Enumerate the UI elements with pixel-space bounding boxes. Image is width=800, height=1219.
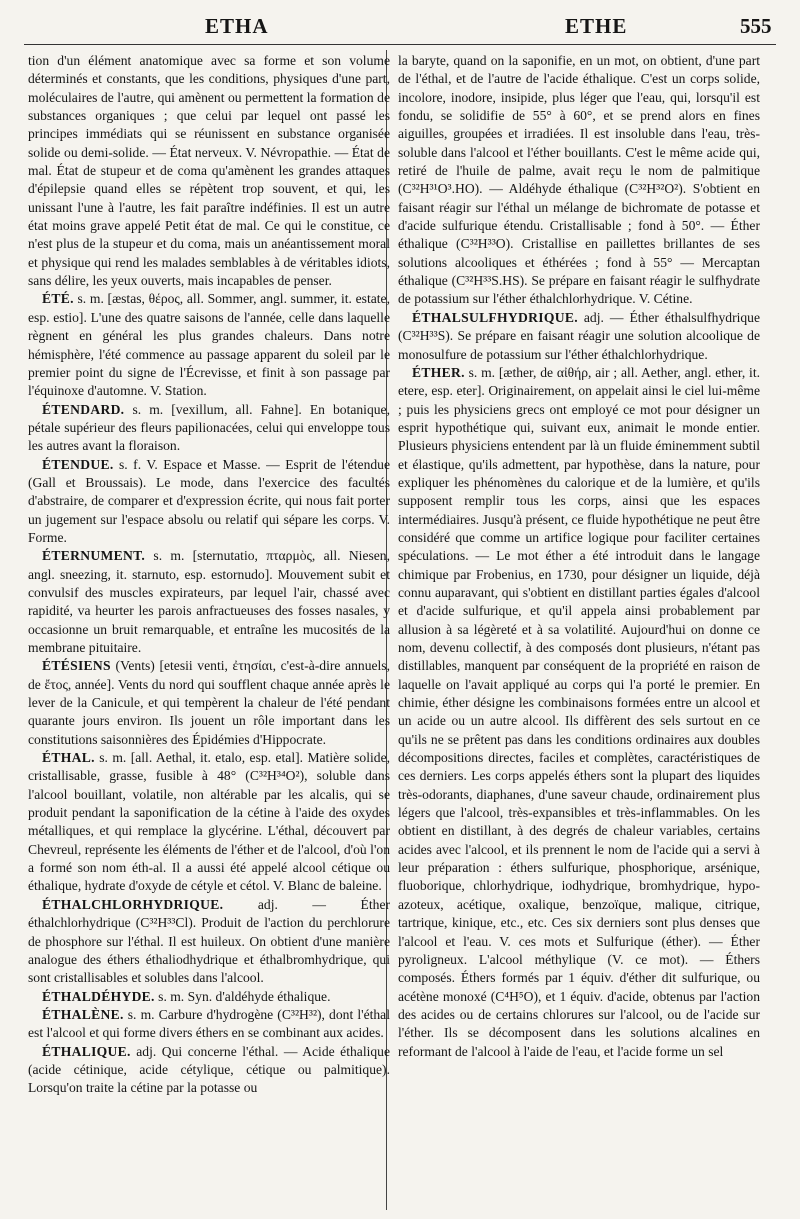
headword: ÉTÉ.	[42, 291, 74, 307]
entry-paragraph: ÉTÉ. s. m. [æstas, θέρος, all. Sommer, angl. summer, it. estate, esp. estio]. L'une des quatre saisons de l'année, celle dans laquelle règnent en général les plus grandes chaleurs. Dans notre hémisphère, l'été commence au passage apparent du soleil par le premier point du signe de l'Écrevisse, et finit à son passage par l'équinoxe d'automne. V. Station.	[28, 291, 390, 399]
entry-paragraph: ÉTHALCHLORHYDRIQUE. adj. — Éther éthalchlorhydrique (C³²H³³Cl). Produit de l'action du perchlorure de phosphore sur l'éthal. Il est huileux. On obtient d'une manière analogue des éthers éthaliodhydrique et éthalbromhydrique, qui sont cristallisables et solubles dans l'alcool.	[28, 896, 390, 986]
headword: ÉTENDARD.	[42, 401, 125, 417]
entry-paragraph: ÉTÉSIENS (Vents) [etesii venti, ἐτησίαι, c'est-à-dire annuels, de ἔτος, année]. Vents du nord qui soufflent chaque année après le lever de la Canicule, et qui tempèrent la chaleur de l'été pendant quarante jours environ. Ils jouent un rôle important dans les constitutions saisonnières des Épidémies d'Hippocrate.	[28, 658, 390, 747]
headword: ÉTHALCHLORHYDRIQUE.	[42, 896, 224, 912]
headword: ÉTHALÈNE.	[42, 1006, 124, 1022]
headword: ÉTERNUMENT.	[42, 548, 146, 564]
entry-paragraph: tion d'un élément anatomique avec sa forme et son volume déterminés et constants, que les conditions, physiques d'une part, moléculaires de l'autre, qui amènent ou permettent la formation de substances organiques ; que celui par lequel ont passé les principes immédiats qui se réunissent en substance organisée solide ou demi-solide. — État nerveux. V. Névropathie. — État de mal. État de stupeur et de coma qu'amènent les grandes attaques d'épilepsie quand elles se répètent trop souvent, et qui, les unissant l'une à l'autre, les fait paraître indéfinies. Il est un autre état moins grave appelé Petit état de mal. Ce qui le constitue, ce n'est plus de la stupeur et du coma, mais un anéantissement moral et physique qui rend les malades semblables à de véritables idiots, sans délire, les yeux ouverts, mais incapables de penser.	[28, 53, 390, 289]
header-right-word: ETHE	[565, 14, 628, 38]
entry-paragraph: ÉTENDARD. s. m. [vexillum, all. Fahne]. En botanique, pétale supérieur des fleurs papilionacées, celui qui enveloppe tous les autres avant la floraison.	[28, 401, 390, 454]
headword: ÉTHER.	[412, 364, 465, 380]
entry-paragraph: ÉTHAL. s. m. [all. Aethal, it. etalo, esp. etal]. Matière solide, cristallisable, grasse, fusible à 48° (C³²H³⁴O²), soluble dans l'alcool bouillant, volatile, non altérable par les alcalis, qui se produit pendant la saponification de la cétine à l'aide des oxydes métalliques, et qui remplace la glycérine. L'éthal, découvert par Chevreul, représente les éléments de l'éther et de l'alcool, d'où l'on a formé son nom éth-al. Il a aussi été appelé alcool cétique ou éthalique, hydrate d'oxyde de cétyle et cétol. V. Blanc de baleine.	[28, 750, 390, 894]
entry-paragraph: ÉTHALSULFHYDRIQUE. adj. — Éther éthalsulfhydrique (C³²H³³S). Se prépare en faisant réagir une solution alcoolique de monosulfure de potassium sur l'éther éthalchlorhydrique.	[398, 309, 760, 362]
page-number: 555	[740, 14, 772, 38]
entry-paragraph: ÉTHALDÉHYDE. s. m. Syn. d'aldéhyde éthalique.	[42, 988, 331, 1004]
entry-paragraph: la baryte, quand on la saponifie, en un mot, on obtient, d'une part de l'éthal, et de l'autre de l'acide éthalique. C'est un corps solide, incolore, inodore, insipide, plus léger que l'eau, qui, lorsqu'il est fondu, se solidifie de 55° à 60°, et se prend alors en fines aiguilles, groupées et irradiées. Il est insoluble dans l'eau, très-soluble dans l'alcool et l'éther bouillants. C'est le même acide qui, retiré de l'huile de palme, avait reçu le nom de palmitique (C³²H³¹O³.HO). — Aldéhyde éthalique (C³²H³²O²). S'obtient en faisant réagir sur l'éthal un mélange de bichromate de potasse et d'acide sulfurique étendu. Cristallisable ; fond à 50°. — Éther éthalique (C³²H³³O). Cristallise en paillettes brillantes de ses solutions alcooliques et éthérées ; fond à 55° — Mercaptan éthalique (C³²H³³S.HS). Se prépare en faisant réagir le sulfhydrate de potassium sur l'éther éthalchlorhydrique. V. Cétine.	[398, 53, 760, 307]
headword: ÉTHALIQUE.	[42, 1043, 131, 1059]
entry-paragraph: ÉTHALIQUE. adj. Qui concerne l'éthal. — Acide éthalique (acide cétinique, acide cétylique, cétique ou palmitique). Lorsqu'on traite la cétine par la potasse ou	[28, 1043, 390, 1096]
headword: ÉTHALDÉHYDE.	[42, 988, 155, 1004]
entry-paragraph: ÉTENDUE. s. f. V. Espace et Masse. — Esprit de l'étendue (Gall et Broussais). Le mode, dans l'exercice des facultés d'abstraire, de comparer et d'expression écrite, qui nous fait porter un jugement sur l'espace absolu ou relatif qui sépare les corps. V. Forme.	[28, 456, 390, 545]
entry-paragraph: ÉTERNUMENT. s. m. [sternutatio, πταρμὸς, all. Niesen, angl. sneezing, it. starnuto, esp. estornudo]. Mouvement subit et convulsif des muscles expirateurs, par lequel l'air, chassé avec rapidité, va heurter les parois anfractueuses des fosses nasales, y occasionne un bruit remarquable, et entraîne les mucosités de la membrane pituitaire.	[28, 548, 390, 655]
headword: ÉTHAL.	[42, 750, 95, 766]
headword: ÉTHALSULFHYDRIQUE.	[412, 309, 578, 325]
header-left-word: ETHA	[205, 14, 269, 38]
left-column	[28, 52, 390, 1098]
entry-paragraph: ÉTHER. s. m. [æther, de αἰθήρ, air ; all. Aether, angl. ether, it. etere, esp. eter]. Originairement, on appelait ainsi le ciel lui-même ; puis les physiciens grecs ont employé ce mot pour désigner un esprit hypothétique qui, suivant eux, animait le monde entier. Plusieurs physiciens entendent par là un fluide éminemment subtil et élastique, qu'ils admettent, par hypothèse, dans la nature, pour expliquer les phénomènes du calorique et de la lumière, et qu'ils supposent remplir tous les corps, ainsi que les espaces intermédiaires. Jusqu'à présent, ce fluide hypothétique ne peut être considéré que comme un artifice logique pour faciliter certaines spéculations. — Le mot éther a été introduit dans le langage chimique par Frobenius, en 1730, pour désigner un liquide, déjà connu auparavant, qui s'obtient en distillant parties égales d'alcool et d'acide sulfurique, et qu'il appela ainsi probablement par allusion à sa légèreté et à sa volatilité. Aujourd'hui on donne ce nom, devenu collectif, à des composés dont plusieurs, n'étant pas distillables, manquent par conséquent de la propriété en raison de laquelle on l'avait appliqué au corps qui l'a porté le premier. En chimie, éther désigne les combinaisons formées entre un alcool et un acide ou un autre alcool. Ils diffèrent des sels surtout en ce qu'ils ne se prêtent pas dans les conditions ordinaires aux doubles décompositions directes, faciles et complètes, caractéristiques de ces derniers. Les corps appelés éthers sont la plupart des liquides très-odorants, diaphanes, d'une saveur chaude, ordinairement plus légers que l'alcool, très-expansibles et très-inflammables. On les obtient en distillant, à des degrés de chaleur variables, certains acides avec l'alcool, et ils prennent le nom de l'acide qui a servi à leur préparation : éthers sulfurique, phosphorique, arsénique, fluoborique, chlorhydrique, iodhydrique, bromhydrique, hypo-azoteux, acétique, oxalique, benzoïque, malique, citrique, tartrique, kinique, etc., etc. Ces six derniers sont plus denses que l'alcool et l'eau. V. ces mots et Sulfurique (éther). — Éther pyroligneux. L'alcool méthylique (V. ce mot). — Éthers composés. Éthers formés par 1 équiv. d'éther dit sulfurique, ou acétène monoxé (C⁴H⁵O), et 1 équiv. d'acide, obtenus par l'action des acides ou de certains chlorures sur l'alcool, ou de l'acide sur l'éther. Ils se décomposent dans les solutions alcalines en reformant de l'alcool à l'aide de l'eau, et l'acide forme un sel	[398, 364, 760, 1059]
running-header	[0, 14, 800, 44]
headword: ÉTÉSIENS	[42, 658, 111, 674]
header-rule	[24, 44, 776, 45]
headword: ÉTENDUE.	[42, 456, 114, 472]
entry-paragraph: ÉTHALÈNE. s. m. Carbure d'hydrogène (C³²H³²), dont l'éthal est l'alcool et qui forme divers éthers en se combinant aux acides.	[28, 1006, 390, 1041]
right-column	[398, 52, 760, 1061]
